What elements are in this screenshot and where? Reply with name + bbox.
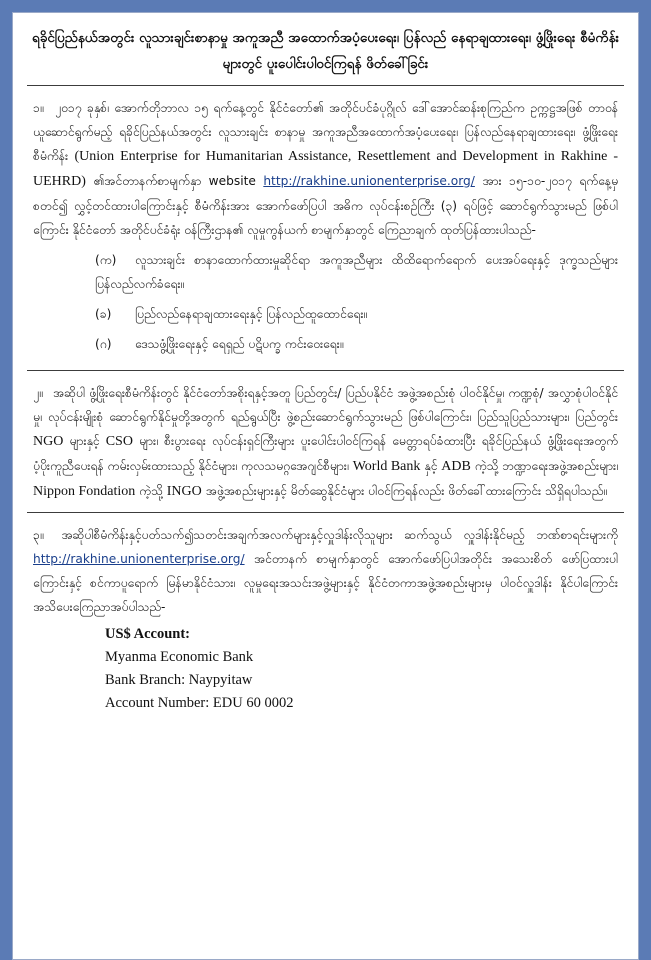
section-2-text-b: များနှင့်	[69, 434, 100, 448]
section-number: ၁။	[33, 101, 44, 115]
list-item	[95, 332, 618, 356]
section-1-text-a: ၂၀၁၇ ခုနှစ်၊ အောက်တိုဘာလ ၁၅ ရက်နေ့တွင် နိုင်ငံတော်၏ အတိုင်ပင်ခံပုဂ္ဂိုလ် ဒေါ်အောင်ဆန်းစုကြည်က ဥက္ကဋ္ဌအဖြစ် တာဝန်ယူဆောင်ရွက်မည့် ရခိုင်ပြည်နယ်အတွင်း လူသားချင်း စာနာမှု အကူအညီအထောက်အပံ့ပေးရေး၊ ပြန်လည်နေရာချထားရေး၊ ဖွံ့ဖြိုးရေး စီမံကိန်း	[33, 101, 619, 163]
section-3-text-a: အဆိုပါစီမံကိန်းနှင့်ပတ်သက်၍သတင်းအချက်အလက်များနှင့်လှူဒါန်းလိုသူများ ဆက်သွယ် လှူဒါန်းနိုင်မည့် ဘဏ်စာရင်းများကို	[61, 528, 619, 542]
section-1	[27, 85, 624, 370]
section-2-text-e: ကဲ့သို့ ဘဏ္ဍာရေးအဖွဲ့အစည်းများ၊	[474, 459, 619, 473]
list-item-mark: (က)	[95, 253, 117, 267]
section-3-paragraph	[33, 523, 618, 619]
section-number: ၂။	[33, 386, 43, 400]
notice-document	[12, 12, 639, 960]
world-bank-label: World Bank	[352, 459, 421, 474]
list-item-mark: (ခ)	[95, 307, 112, 321]
bank-branch: Bank Branch: Naypyitaw	[105, 672, 253, 688]
nippon-label: Nippon Fondation	[33, 484, 136, 499]
section-2-paragraph	[33, 381, 618, 504]
list-item	[95, 248, 618, 296]
website-link[interactable]: http://rakhine.unionenterprise.org/	[263, 174, 475, 188]
list-item-mark: (ဂ)	[95, 337, 112, 351]
adb-label: ADB	[441, 459, 471, 474]
section-2-text-f: ကဲ့သို့	[139, 484, 163, 498]
ingo-label: INGO	[166, 484, 202, 499]
section-1-paragraph	[33, 96, 618, 242]
enterprise-english-name: (Union Enterprise for Humanitarian Assistance, Resettlement and Development in Rakhine - UEHRD)	[33, 149, 618, 189]
bank-name: Myanma Economic Bank	[105, 649, 254, 665]
list-item	[95, 302, 618, 326]
section-2-text-a: အဆိုပါ ဖွံ့ဖြိုးရေးစီမံကိန်းတွင် နိုင်ငံတော်အစိုးရနှင့်အတူ ပြည်တွင်း/ ပြည်ပနိုင်ငံ အဖွဲ့အစည်းစုံ ပါဝင်နိုင်မှု၊ ကဏ္ဍစုံ/ အလွှာစုံပါဝင်နိုင်မှု၊ လုပ်ငန်းမျိုးစုံ ဆောင်ရွက်နိုင်မှုတို့အတွက် ရည်ရွယ်ပြီး ဖွဲ့စည်းဆောင်ရွက်သွားမည် ဖြစ်ပါကြောင်း၊ ပြည်သူပြည်သားများ၊ ပြည်တွင်း	[33, 386, 618, 424]
list-item-text: လူသားချင်း စာနာထောက်ထားမှုဆိုင်ရာ အကူအညီများ ထိထိရောက်ရောက် ပေးအပ်ရေးနှင့် ဒုက္ခသည်များ ပြန်လည်လက်ခံရေး။	[95, 253, 618, 291]
section-2-text-g: အဖွဲ့အစည်းများနှင့် မိတ်ဆွေနိုင်ငံများ ပါဝင်ကြရန်လည်း ဖိတ်ခေါ်ထားကြောင်း သိရှိရပါသည်။	[205, 484, 608, 498]
account-number: Account Number: EDU 60 0002	[105, 695, 294, 711]
process-list	[95, 248, 618, 356]
section-1-text-b: ၏အင်တာနက်စာမျက်နှာ website	[93, 174, 256, 188]
list-item-text: ဒေသဖွံ့ဖြိုးရေးနှင့် ရေရှည် ပဋိပက္ခ ကင်းဝေးရေး။	[135, 337, 344, 351]
account-title: US$ Account:	[105, 626, 190, 642]
page-title: ရခိုင်ပြည်နယ်အတွင်း လူသားချင်းစာနာမှု အကူအညီ အထောက်အပံ့ပေးရေး၊ ပြန်လည် နေရာချထားရေး၊ ဖွံ့ဖြိုးရေး စီမံကိန်းများတွင် ပူးပေါင်းပါဝင်ကြရန် ဖိတ်ခေါ်ခြင်း	[31, 30, 620, 72]
section-2	[27, 370, 624, 512]
bank-account-block	[105, 623, 618, 715]
list-item-text: ပြည်လည်နေရာချထားရေးနှင့် ပြန်လည်ထူထောင်ရေး။	[135, 307, 368, 321]
section-3-text-b: အင်တာနက် စာမျက်နှာတွင် အောက်ဖော်ပြပါအတိုင်း အသေးစိတ် ဖော်ပြထားပါကြောင်းနှင့် စင်ကာပူရောက် မြန်မာနိုင်ငံသား၊ လူမှုရေးအသင်းအဖွဲ့များနှင့် နိုင်ငံတကာအဖွဲ့အစည်းများမှ ပါဝင်လှူဒါန်း နိုင်ပါကြောင်း အသိပေးကြေညာအပ်ပါသည်-	[33, 552, 618, 614]
cso-label: CSO	[105, 434, 133, 449]
section-2-text-c: များ၊ စီးပွားရေး လုပ်ငန်းရှင်ကြီးများ ပူးပေါင်းပါဝင်ကြရန် မေတ္တာရပ်ခံထားပြီး ရခိုင်ပြည်နယ် ဖွံ့ဖြိုးရေးအတွက် ပံ့ပိုးကူညီပေးရန် ကမ်းလှမ်းထားသည့် နိုင်ငံများ၊ ကုလသမဂ္ဂအေဂျင်စီများ၊	[33, 434, 619, 473]
section-3	[27, 512, 624, 723]
section-1-text-c: အား ၁၅-၁၀-၂၀၁၇ ရက်နေ့မှ စတင်၍ လွှင့်တင်ထားပါကြောင်းနှင့် စီမံကိန်းအား အောက်ဖော်ပြပါ အဓိက လုပ်ငန်းစဉ်ကြီး (၃) ရပ်ဖြင့် ဆောင်ရွက်သွားမည် ဖြစ်ပါကြောင်း နိုင်ငံတော် အတိုင်ပင်ခံရုံး ဝန်ကြီးဌာန၏ လူမှုကွန်ယက် စာမျက်နှာတွင် ကြေညာချက် ထုတ်ပြန်ထားပါသည်-	[33, 174, 619, 237]
ngo-label: NGO	[33, 434, 64, 449]
section-number: ၃။	[33, 528, 44, 542]
section-2-text-d: နှင့်	[424, 459, 438, 473]
website-link[interactable]: http://rakhine.unionenterprise.org/	[33, 552, 245, 566]
